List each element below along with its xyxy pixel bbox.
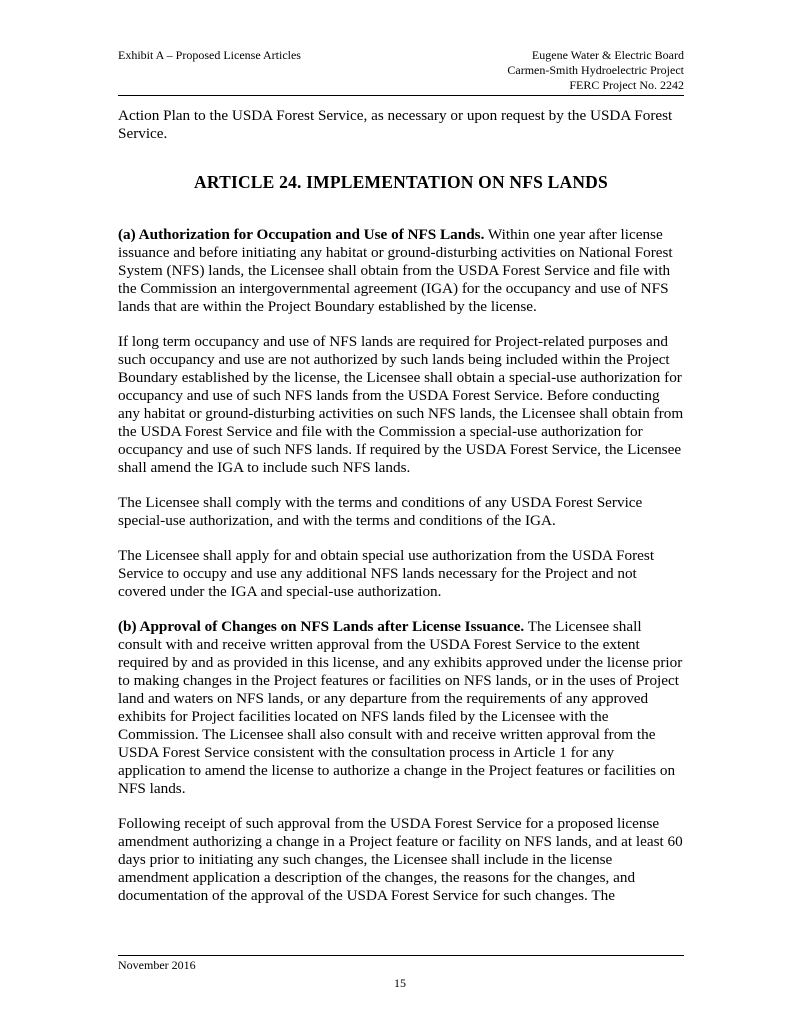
document-body	[118, 107, 684, 922]
compliance-paragraph: The Licensee shall comply with the terms and conditions of any USDA Forest Service special-use authorization, and with the terms and conditions of the IGA.	[118, 494, 643, 529]
footer-date: November 2016	[118, 958, 196, 972]
header-organization: Eugene Water & Electric Board	[531, 48, 684, 62]
special-use-paragraph: The Licensee shall apply for and obtain special use authorization from the USDA Forest Service to occupy and use any additional NFS lands necessary for the Project and not covered under the IGA and special-use authorization.	[118, 547, 655, 600]
header-project-info	[507, 48, 684, 93]
section-a-paragraph	[118, 226, 684, 316]
section-b-paragraph	[118, 618, 684, 798]
amendment-paragraph: Following receipt of such approval from the USDA Forest Service for a proposed license amendment authorizing a change in a Project feature or facility on NFS lands, and at least 60 days prior to initiating any such changes, the Licensee shall include in the license amendment application a description of the changes, the reasons for the changes, and documentation of the approval of the USDA Forest Service for such changes. The	[118, 815, 683, 904]
continuation-paragraph: Action Plan to the USDA Forest Service, as necessary or upon request by the USDA Forest Service.	[118, 107, 673, 142]
header-project-name: Carmen-Smith Hydroelectric Project	[507, 63, 684, 77]
section-a-heading: (a) Authorization for Occupation and Use of NFS Lands.	[118, 226, 485, 243]
section-b-text: The Licensee shall consult with and receive written approval from the USDA Forest Service to the extent required by and as provided in this license, and any exhibits approved under the license prior to making changes in the Project features or facilities on NFS lands, or in the uses of Project land and waters on NFS lands, or any departure from the requirements of any approved exhibits for Project facilities located on NFS lands filed by the Licensee with the Commission. The Licensee shall also consult with and receive written approval from the USDA Forest Service consistent with the consultation process in Article 1 for any application to amend the license to authorize a change in the Project features or facilities on NFS lands.	[118, 618, 683, 797]
long-term-occupancy-paragraph: If long term occupancy and use of NFS lands are required for Project-related purposes and such occupancy and use are not authorized by such lands being included within the Project Boundary established by the license, the Licensee shall obtain a special-use authorization for occupancy and use of such NFS lands from the USDA Forest Service. Before conducting any habitat or ground-disturbing activities on such NFS lands, the Licensee shall obtain from the USDA Forest Service and file with the Commission a special-use authorization for occupancy and use of such NFS lands. If required by the USDA Forest Service, the Licensee shall amend the IGA to include such NFS lands.	[118, 333, 684, 476]
section-b-heading: (b) Approval of Changes on NFS Lands after License Issuance.	[118, 618, 525, 635]
section-a-text: Within one year after license issuance and before initiating any habitat or ground-disturbing activities on National Forest System (NFS) lands, the Licensee shall obtain from the USDA Forest Service and file with the Commission an intergovernmental agreement (IGA) for the occupancy and use of NFS lands that are within the Project Boundary established by the license.	[118, 226, 673, 315]
page-header	[118, 48, 684, 94]
footer-divider	[118, 955, 684, 956]
header-divider	[118, 95, 684, 96]
page-number: 15	[394, 976, 406, 990]
header-exhibit-title: Exhibit A – Proposed License Articles	[118, 48, 301, 62]
article-title: ARTICLE 24. IMPLEMENTATION ON NFS LANDS	[194, 172, 608, 192]
header-project-number: FERC Project No. 2242	[569, 78, 684, 92]
